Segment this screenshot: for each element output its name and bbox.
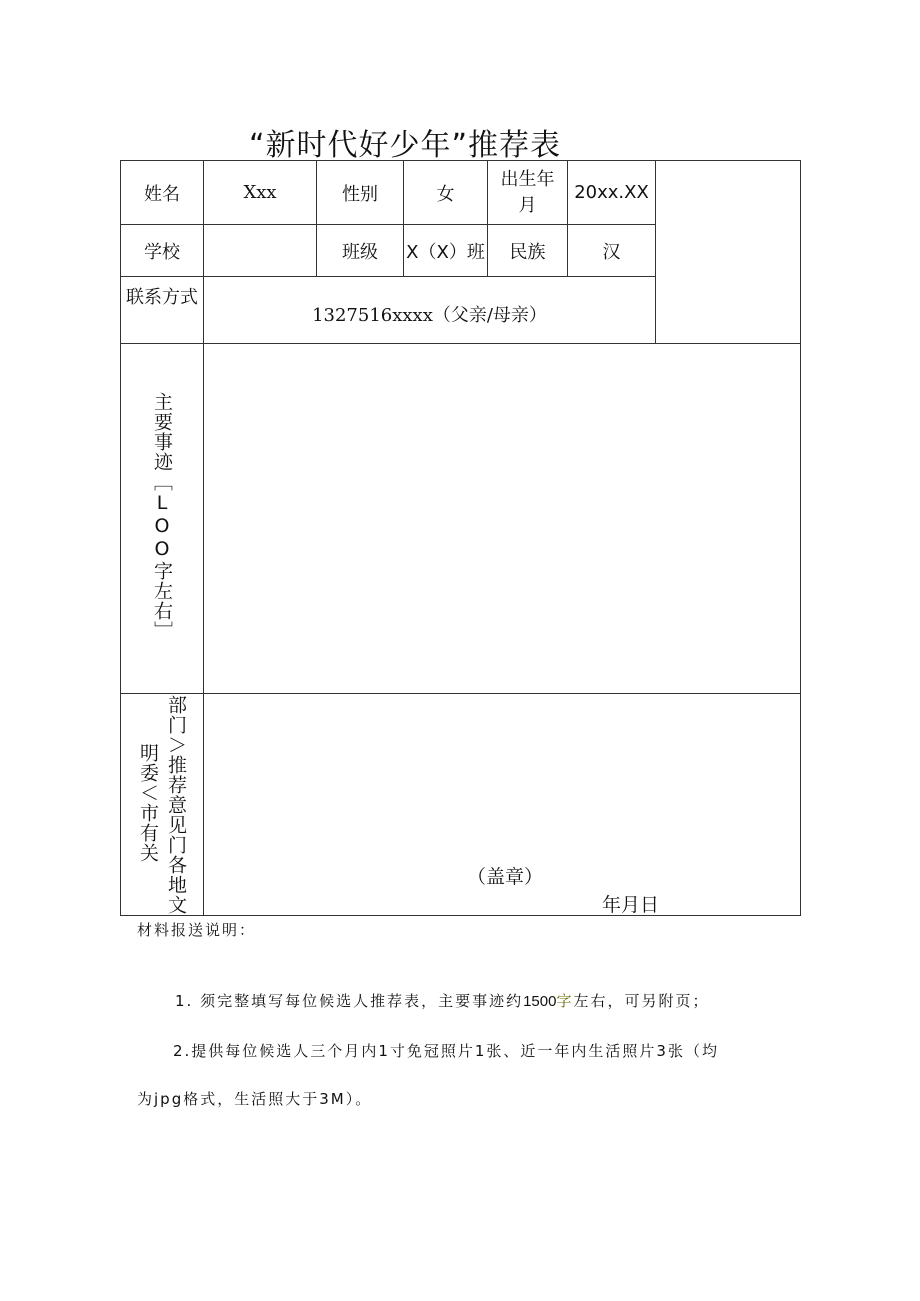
deeds-label: 主要事迹［LOO字左右］	[151, 391, 173, 641]
opinion-label-cell	[121, 694, 204, 916]
note-item-1-number: 1500	[523, 993, 557, 1010]
note-item-1	[175, 990, 710, 1011]
note-item-2-line-2: 为jpg格式，生活照大于3M）。	[137, 1090, 373, 1108]
deeds-label-cell	[121, 344, 204, 694]
opinion-content[interactable]	[204, 694, 801, 916]
gender-value[interactable]: 女	[404, 161, 488, 225]
name-label: 姓名	[121, 161, 204, 225]
school-value[interactable]	[204, 225, 317, 277]
ethnic-value[interactable]: 汉	[568, 225, 656, 277]
notes-heading: 材料报送说明：	[137, 921, 257, 939]
note-item-2-line-1: 2.提供每位候选人三个月内1寸免冠照片1张、近一年内生活照片3张（均	[173, 1042, 719, 1060]
class-label: 班级	[317, 225, 404, 277]
contact-value[interactable]: 1327516xxxx（父亲/母亲）	[204, 277, 656, 344]
note-item-1-suffix: 左右，可另附页；	[573, 992, 710, 1010]
birth-value[interactable]: 20xx.XX	[568, 161, 656, 225]
note-item-1-prefix: 1. 须完整填写每位候选人推荐表，主要事迹约	[175, 992, 524, 1010]
date-text: 年月日	[602, 894, 660, 916]
birth-label: 出生年月	[488, 161, 568, 225]
school-label: 学校	[121, 225, 204, 277]
name-value[interactable]: Xxx	[204, 161, 317, 225]
opinion-label-col2: 部门＞推荐意见门各地文	[165, 694, 187, 915]
class-value[interactable]: X（X）班	[404, 225, 488, 277]
recommendation-form-table	[120, 160, 801, 916]
ethnic-label: 民族	[488, 225, 568, 277]
photo-box	[656, 161, 801, 344]
seal-text: （盖章）	[467, 866, 544, 888]
opinion-label-col1: 明委＜市有关	[137, 742, 159, 863]
form-title: “新时代好少年”推荐表	[248, 128, 562, 163]
contact-label: 联系方式	[121, 277, 204, 344]
deeds-content[interactable]	[204, 344, 801, 694]
note-item-1-char: 字	[556, 992, 574, 1010]
gender-label: 性别	[317, 161, 404, 225]
